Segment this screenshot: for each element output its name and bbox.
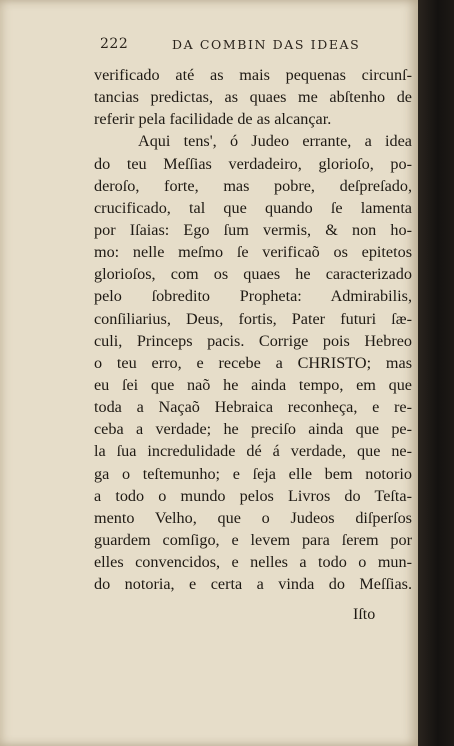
text-line: deroſo, forte, mas pobre, deſpreſado, — [94, 176, 412, 195]
text-line: a todo o mundo pelos Livros do Teſta- — [94, 486, 412, 505]
text-line: conſiliarius, Deus, fortis, Pater futuri ſæ- — [94, 309, 412, 328]
text-line: ga o teſtemunho; e ſeja elle bem notorio — [94, 464, 412, 483]
body-text — [94, 64, 412, 595]
text-line: guardem comſigo, e levem para ſerem por — [94, 530, 412, 549]
text-line: glorioſos, com os quaes he caracterizado — [94, 265, 412, 284]
text-line: do teu Meſſias verdadeiro, glorioſo, po- — [94, 154, 412, 173]
text-line: o teu erro, e recebe a CHRISTO; mas — [94, 353, 412, 372]
running-head: DA COMBIN DAS IDEAS — [172, 37, 361, 52]
catchword: Iſto — [353, 606, 376, 623]
text-line: eu ſei que naõ he ainda tempo, em que — [94, 375, 412, 394]
text-line: por Iſaias: Ego ſum vermis, & non ho- — [94, 220, 412, 239]
text-line: elles convencidos, e nelles a todo o mun- — [94, 553, 412, 572]
text-line: mento Velho, que o Judeos diſperſos — [94, 508, 412, 527]
text-line: toda a Naçaõ Hebraica reconheça, e re- — [94, 398, 412, 417]
text-line: tancias predictas, as quaes me abſtenho de — [94, 88, 412, 107]
text-line: crucificado, tal que quando ſe lamenta — [94, 198, 412, 217]
text-line: referir pela facilidade de as alcançar. — [94, 110, 332, 129]
text-line: pelo ſobredito Propheta: Admirabilis, — [94, 287, 412, 306]
text-line: ceba a verdade; he preciſo ainda que pe- — [94, 420, 412, 439]
text-line: Aqui tens', ó Judeo errante, a idea — [138, 132, 412, 151]
text-line: mo: nelle meſmo ſe verificaõ os epitetos — [94, 243, 412, 262]
text-line: culi, Princeps pacis. Corrige pois Hebreo — [94, 331, 412, 350]
text-line: la ſua incredulidade dé á verdade, que ne- — [94, 442, 412, 461]
text-line: do notoria, e certa a vinda do Meſſias. — [94, 575, 412, 594]
text-line: verificado até as mais pequenas circunſ- — [94, 66, 412, 84]
page-number: 222 — [100, 36, 129, 52]
page-header — [100, 36, 418, 58]
book-gutter — [418, 0, 454, 746]
